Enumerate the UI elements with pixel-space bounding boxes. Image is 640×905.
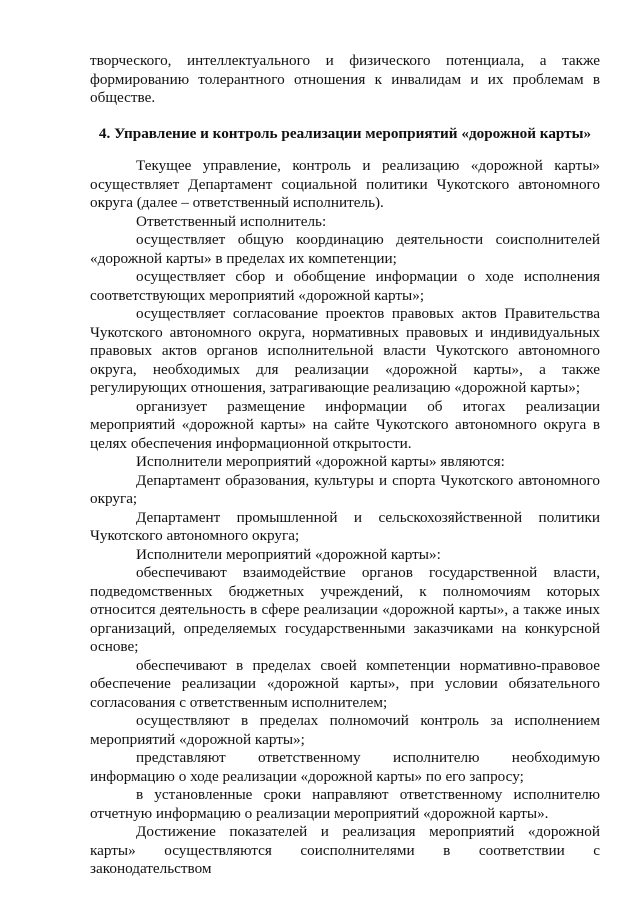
document-page [90,52,600,879]
paragraph: Текущее управление, контроль и реализацию «дорожной карты» осуществляет Департамент социальной политики Чукотского автономного округа (далее – ответственный исполнитель). [90,157,600,211]
intro-paragraph: творческого, интеллектуального и физического потенциала, а также формированию толерантного отношения к инвалидам и их проблемам в обществе. [90,52,600,106]
section-heading: 4. Управление и контроль реализации мероприятий «дорожной карты» [98,124,592,142]
paragraph: в установленные сроки направляют ответственному исполнителю отчетную информацию о реализации мероприятий «дорожной карты». [90,786,600,822]
paragraph: обеспечивают взаимодействие органов государственной власти, подведомственных бюджетных учреждений, к полномочиям которых относится деятельность в сфере реализации «дорожной карты», а также иных организаций, определяемых государственными заказчиками на конкурсной основе; [90,564,600,655]
paragraph: Исполнители мероприятий «дорожной карты»: [136,545,441,563]
paragraph: Департамент промышленной и сельскохозяйственной политики Чукотского автономного округа; [90,508,600,544]
paragraph: Ответственный исполнитель: [136,212,327,230]
paragraph: представляют ответственному исполнителю необходимую информацию о ходе реализации «дорожной карты» по его запросу; [90,749,600,785]
paragraph: осуществляет общую координацию деятельности соисполнителей «дорожной карты» в пределах их компетенции; [90,231,600,267]
paragraph: Департамент образования, культуры и спорта Чукотского автономного округа; [90,471,600,507]
paragraph: Исполнители мероприятий «дорожной карты» являются: [136,453,505,470]
paragraph: осуществляют в пределах полномочий контроль за исполнением мероприятий «дорожной карты»; [90,712,600,748]
paragraph: осуществляет согласование проектов правовых актов Правительства Чукотского автономного округа, нормативных правовых и индивидуальных правовых актов органов исполнительной власти Чукотского автономного округа, необходимых для реализации «дорожной карты», а также регулирующих отношения, затрагивающие реализацию «дорожной карты»; [90,305,600,396]
paragraph: обеспечивают в пределах своей компетенции нормативно-правовое обеспечение реализации «дорожной карты», при условии обязательного согласования с ответственным исполнителем; [90,656,600,711]
paragraph: осуществляет сбор и обобщение информации о ходе исполнения соответствующих мероприятий «дорожной карты»; [90,268,600,304]
paragraph: организует размещение информации об итогах реализации мероприятий «дорожной карты» на сайте Чукотского автономного округа в целях обеспечения информационной открытости. [90,397,600,452]
paragraph: Достижение показателей и реализация мероприятий «дорожной карты» осуществляются соисполнителями в соответствии с законодательством [90,823,600,877]
